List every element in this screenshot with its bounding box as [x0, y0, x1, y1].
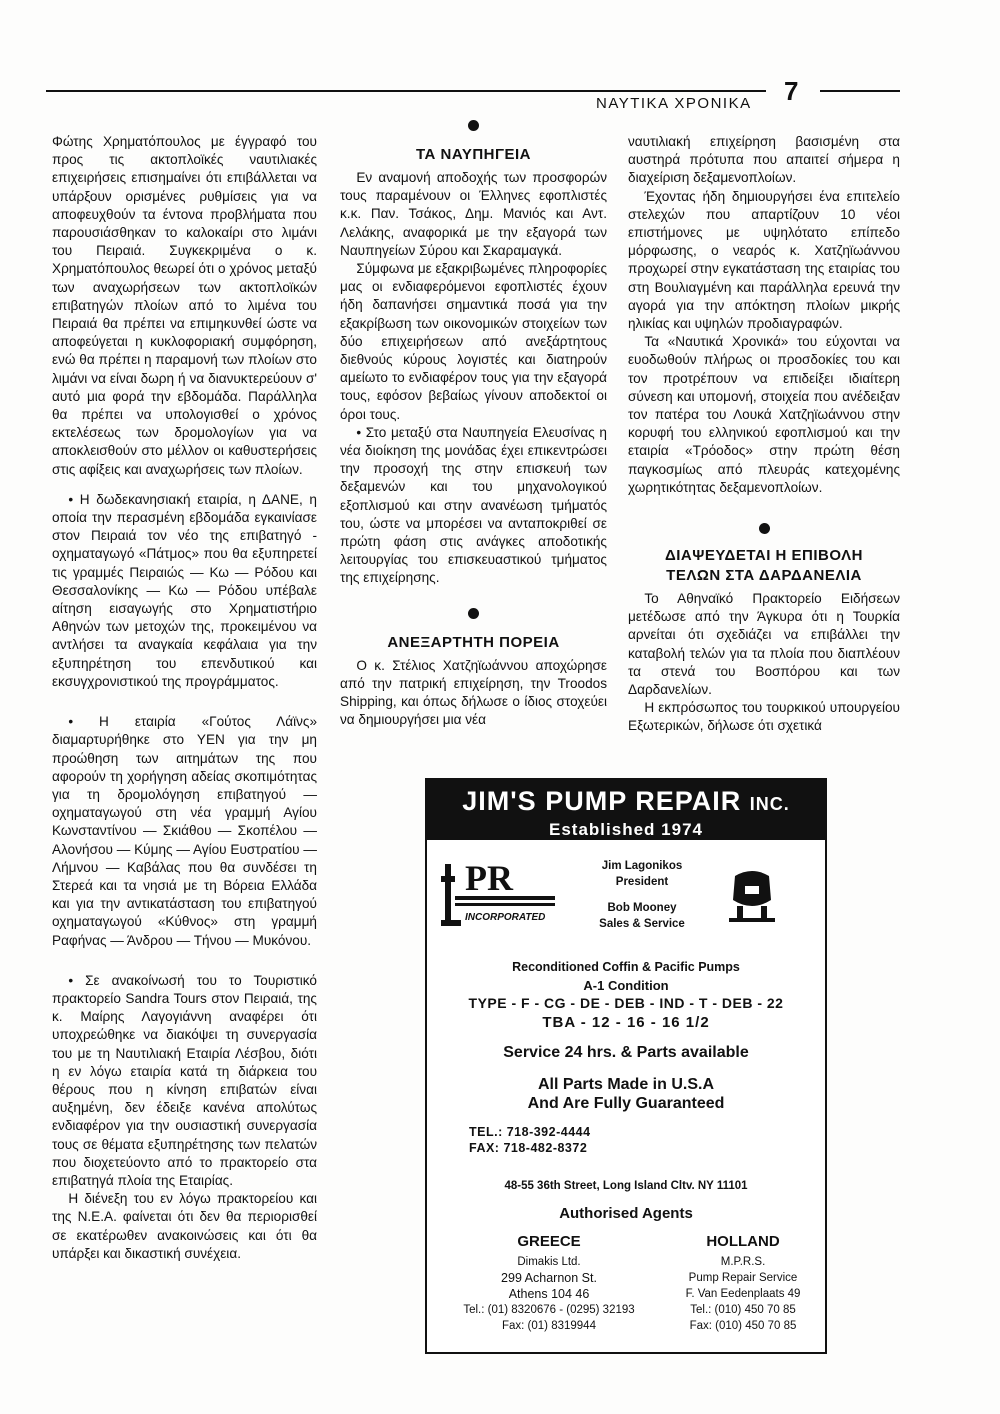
column-2	[340, 120, 607, 729]
section-bullet-icon	[759, 523, 770, 534]
ad-title: JIM'S PUMP REPAIR INC.	[462, 786, 790, 816]
agent-greece-city: Athens 104 46	[508, 1287, 590, 1301]
contact-role-2: Sales & Service	[599, 918, 685, 930]
pump-icon	[727, 866, 777, 924]
logo-letters: PR	[465, 858, 513, 898]
agent-holland-country: HOLLAND	[706, 1233, 780, 1250]
heading-shipyards: ΤΑ ΝΑΥΠΗΓΕΙΑ	[415, 146, 532, 163]
col1-paragraph-3: • Η εταιρία «Γούτος Λάϊνς» διαμαρτυρήθηκε στο ΥΕΝ για την μη προώθηση των αιτημάτων της που αφορούν τη χορήγηση αδείας σκοπιμότητας για τη δρομολόγηση επιβατηγού — οχηματαγωγού στη νέα γραμμή Αγίου Κωνσταντίνου — Σκιάθου — Σκοπέλου — Αλονήσου — Κύμης — Αγίου Ευστρατίου — Λήμνου — Καβάλας που θα συνδέσει τη Στερεά και τα νησιά με τη Βόρεια Ελλάδα και για την αντικατάσταση του επιβατηγού οχηματαγωγού «Κύθνος» στη γραμμή Ραφήνας — Άνδρου — Τήνου — Μυκόνου.	[52, 714, 317, 948]
ad-types-2: TBA - 12 - 16 - 16 1/2	[542, 1014, 710, 1031]
contact-role-1: President	[615, 876, 669, 888]
col2-paragraph-1: Εν αναμονή αποδοχής των προσφορών τους παραμένουν οι Έλληνες εφοπλιστές κ.κ. Παν. Τσάκος, Δημ. Μανιός και Αντ. Λελάκης, αναφορικά με την εξαγορά των Ναυπηγείων Σύρου και Σκαραμαγκά.	[340, 170, 607, 258]
agent-greece-street: 299 Acharnon St.	[501, 1271, 597, 1285]
agent-greece-name: Dimakis Ltd.	[517, 1256, 581, 1268]
heading-independent-course: ΑΝΕΞΑΡΤΗΤΗ ΠΟΡΕΙΑ	[387, 633, 560, 651]
ad-telephone: TEL.: 718-392-4444	[469, 1125, 591, 1139]
jpr-logo	[439, 850, 579, 930]
col1-paragraph-1: Φώτης Χρηματόπουλος με έγγραφό του προς τις ακτοπλοϊκές ναυτιλιακές επιχειρήσεις επισημαίνει ότι επιβάλλεται να υπάρξουν ορισμένες ρυθμίσεις για να αποφευχθούν τα έντονα προβλήματα που παρουσιάσθηκαν το καλοκαίρι στο λιμάνι του Πειραιά. Συγκεκριμένα ο κ. Χρηματόπουλος θεωρεί ότι ο χρόνος μεταξύ των αναχωρήσεων των ακτοπλοϊκών επιβατηγών πλοίων από το λιμένα του Πειραιά θα πρέπει να επιμηκυνθεί ώστε να αποφεύγεται η κυκλοφοριακή συμφόρηση, ενώ θα πρέπει η παραμονή των πλοίων στο λιμάνι να είναι δωρη ή να διανυκτερεύουν σ' αυτό μια φορά την εβδομάδα. Παράλληλα θα πρέπει να υπολογισθεί ο χρόνος εκτελέσεως των δρομολογίων για να αποκλεισθούν στο μέλλον οι καθυστερήσεις στις αφίξεις και αναχωρήσεις των πλοίων.	[52, 134, 317, 477]
col2-paragraph-2: Σύμφωνα με εξακριβωμένες πληροφορίες μας οι ενδιαφερόμενοι εφοπλιστές έχουν ήδη δαπανήσει σημαντικά ποσά για την εξακρίβωση των οικονομικών στοιχείων των δύο επιχειρήσεων από ανεξάρτητους διεθνούς κύρους λογιστές και διατηρούν αμείωτο το ενδιαφέρον τους για την εξαγορά τους, εφόσον βεβαίως γίνουν αποδεκτοί οι όροι τους.	[340, 261, 607, 422]
agent-holland-street: F. Van Eedenplaats 49	[685, 1288, 801, 1300]
agent-greece	[433, 1232, 665, 1334]
ad-parts-1: All Parts Made in U.S.A	[537, 1076, 715, 1093]
logo-subtitle: INCORPORATED	[465, 912, 546, 923]
agent-greece-tel: Tel.: (01) 8320676 - (0295) 32193	[463, 1304, 635, 1316]
agent-holland-fax: Fax: (010) 450 70 85	[689, 1320, 797, 1332]
agent-holland-name: M.P.R.S.	[720, 1256, 766, 1268]
column-1	[52, 133, 317, 1263]
ad-condition: A-1 Condition	[583, 978, 669, 993]
agent-holland-company: Pump Repair Service	[688, 1272, 798, 1284]
col3-paragraph-2: Έχοντας ήδη δημιουργήσει ένα επιτελείο στελεχών που απαρτίζουν 10 νέοι επιστήμονες με υψηλότατο επίπεδο μόρφωσης, ο νεαρός κ. Χατζηϊωάννου προχωρεί στην εγκατάσταση της εταιρίας του στη Βουλιαγμένη και παράλληλα ερευνά την αγορά για την απόκτηση πλοίων μικρής ηλικίας και υψηλών προδιαγραφών.	[628, 188, 900, 332]
heading-dardanelles: ΔΙΑΨΕΥΔΕΤΑΙ Η ΕΠΙΒΟΛΗ ΤΕΛΩΝ ΣΤΑ ΔΑΡΔΑΝΕΛΙΑ	[664, 547, 863, 585]
ad-products: Reconditioned Coffin & Pacific Pumps	[512, 960, 740, 974]
section-bullet-icon	[468, 608, 479, 619]
ad-types-1: TYPE - F - CG - DE - DEB - IND - T - DEB - 22	[468, 995, 784, 1011]
ad-parts-2: And Are Fully Guaranteed	[527, 1095, 725, 1112]
header-rule-left	[46, 90, 766, 92]
ad-address: 48-55 36th Street, Long Island Cltv. NY 11101	[504, 1180, 748, 1192]
agent-holland	[663, 1232, 823, 1334]
col3-paragraph-1: ναυτιλιακή επιχείρηση βασισμένη στα αυστηρά πρότυπα που απαιτεί σήμερα η διαχείριση δεξαμενοπλοίων.	[628, 134, 900, 186]
agent-greece-fax: Fax: (01) 8319944	[502, 1320, 596, 1332]
col2-paragraph-3: • Στο μεταξύ στα Ναυπηγεία Ελευσίνας η νέα διοίκηση της μονάδας έχει επικεντρώσει την προσοχή της στην επισκευή των δεξαμενών και του μηχανολογικού εξοπλισμού και στην ανανέωση τμήματός του, ώστε να μπορέσει να ανταποκριθεί σε πρώτη φάση στις ανάγκες αποδοτικής λειτουργίας του επισκευαστικού τμήματος της επιχείρησης.	[340, 424, 607, 586]
ad-banner	[427, 780, 825, 840]
ad-service: Service 24 hrs. & Parts available	[503, 1044, 749, 1061]
ad-established: Established 1974	[549, 820, 703, 839]
col3-paragraph-3: Τα «Ναυτικά Χρονικά» του εύχονται να ευοδωθούν πλήρως οι προσδοκίες του και τον προτρέπουν να επιδείξει ιδιαίτερη σύνεση και υπομονή, στοιχεία που ανέδειξαν τον πατέρα του Λουκά Χατζηϊωάννου στην κορυφή του ελληνικού εφοπλισμού και την εταιρία «Τρόοδος» στην πρώτη θέση παγκοσμίως από πλευράς κατεχομένης χωρητικότητας δεξαμενοπλοίων.	[628, 334, 900, 495]
col3-paragraph-5: Η εκπρόσωπος του τουρκικού υπουργείου Εξωτερικών, δήλωσε ότι σχετικά	[628, 700, 900, 734]
column-3	[628, 133, 900, 736]
section-bullet-icon	[468, 120, 479, 131]
contact-name-1: Jim Lagonikos	[601, 860, 683, 872]
col2-paragraph-4: Ο κ. Στέλιος Χατζηϊωάννου αποχώρησε από την πατρική επιχείρηση, την Troodos Shipping, και όπως δήλωσε ο ίδιος στοχεύει να δημιουργήσει μια νέα	[340, 657, 607, 728]
col3-paragraph-4: Το Αθηναϊκό Πρακτορείο Ειδήσεων μετέδωσε από την Άγκυρα ότι η Τουρκία αρνείται ότι σχεδιάζει να επιβάλλει την καταβολή τελών για τα πλοία που διαπλέουν τα στενά του Βοσπόρου και των Δαρδανελίων.	[628, 591, 900, 698]
ad-agents-title: Authorised Agents	[559, 1205, 693, 1222]
ad-fax: FAX: 718-482-8372	[469, 1141, 588, 1155]
header-rule-right	[820, 90, 900, 92]
ad-contacts	[577, 858, 707, 932]
agent-greece-country: GREECE	[517, 1233, 581, 1250]
col1-paragraph-2: • Η δωδεκανησιακή εταιρία, η ΔΑΝΕ, η οποία την περασμένη εβδομάδα εγκαινίασε στον Πειραιά τον νέο της επιβατηγό - οχηματαγωγό «Πάτμος» που θα εξυπηρετεί τις γραμμές Πειραιώς — Κω — Ρόδου και Θεσσαλονίκης — Κω — Ρόδου υπέβαλε αίτηση εισαγωγής στο Χρηματιστήριο Αθηνών των μετοχών της, προκειμένου να αντλήσει τα αναγκαία κεφάλαια για την εξυπηρέτηση του επενδυτικού και εκσυγχρονιστικού της προγράμματος.	[52, 491, 317, 689]
pump-repair-advertisement	[425, 778, 827, 1354]
agent-holland-tel: Tel.: (010) 450 70 85	[690, 1304, 796, 1316]
col1-paragraph-4: • Σε ανακοίνωσή του το Τουριστικό πρακτορείο Sandra Tours στον Πειραιά, της κ. Μαίρης Λαγογιάννη αναφέρει ότι υποχρεώθηκε να διακόψει τη συνεργασία του με τη Ναυτιλιακή Εταιρία Λέσβου, διότι η εν λόγω εταιρία κατά τη διάρκεια του θέρους που η κίνηση επιβατών είναι αυξημένη, δεν έδειξε κανένα απολύτως ενδιαφέρον για την ουσιαστική συνεργασία τους σε θέματα εξυπηρέτησης των πελατών που διοχετεύοντο από το πρακτορείο στα επιβατηγά πλοία της Εταιρίας.	[52, 972, 317, 1188]
page-number: 7	[784, 76, 799, 106]
publication-name: ΝΑΥΤΙΚΑ ΧΡΟΝΙΚΑ	[596, 95, 752, 112]
col1-paragraph-5: Η διένεξη του εν λόγω πρακτορείου και της Ν.Ε.Α. φαίνεται ότι δεν θα περιορισθεί σε εκατέρωθεν ανακοινώσεις και ότι θα υπάρξει και δικαστική συνέχεια.	[52, 1191, 317, 1261]
contact-name-2: Bob Mooney	[607, 902, 677, 914]
